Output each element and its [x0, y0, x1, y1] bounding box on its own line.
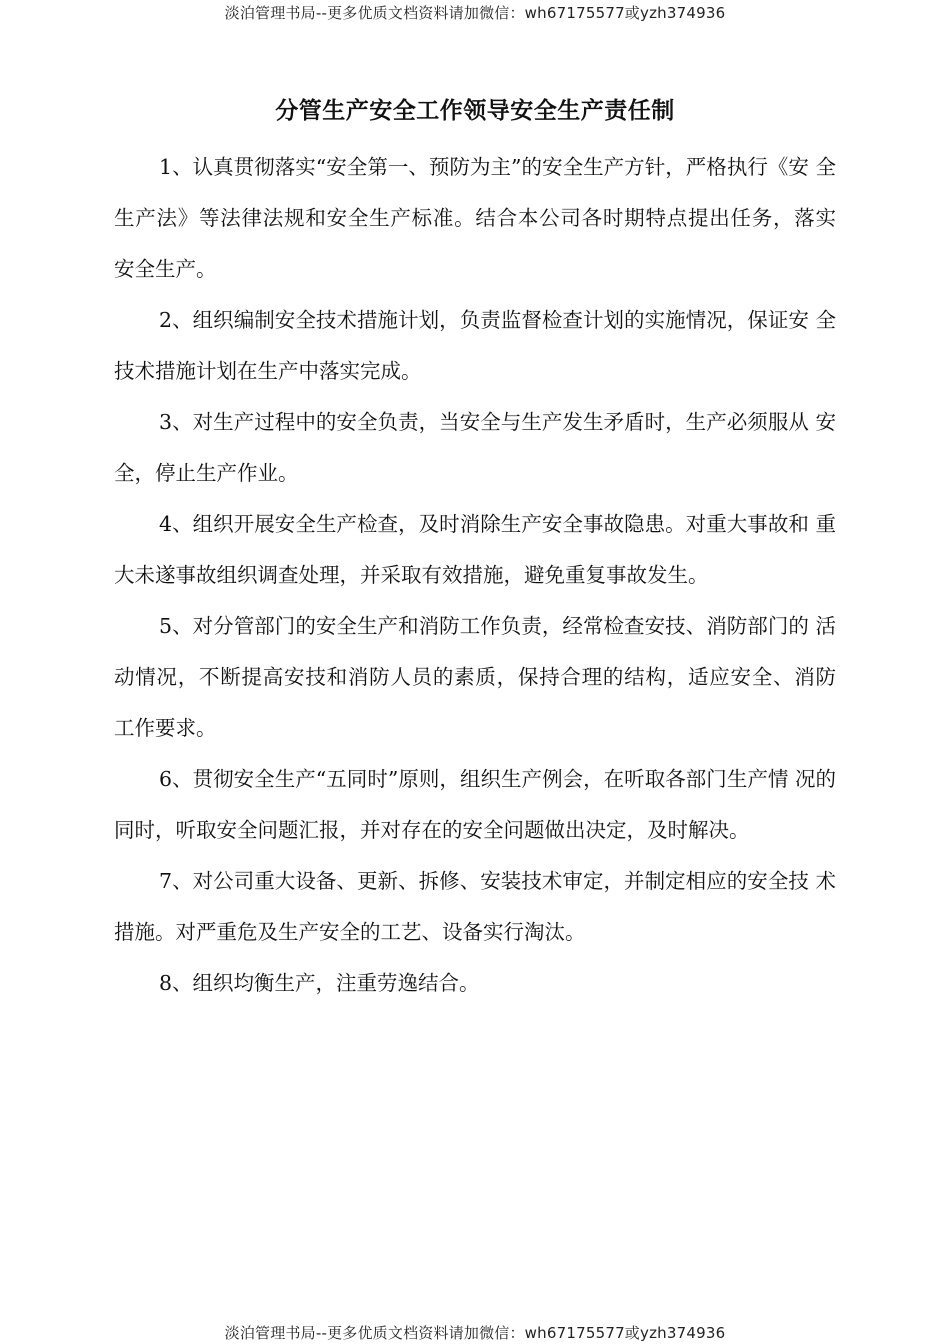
clause-7: 7、对公司重大设备、更新、拆修、安装技术审定，并制定相应的安全技 术措施。对严重危及生产安全的工艺、设备实行淘汰。 — [114, 869, 836, 944]
clause-5: 5、对分管部门的安全生产和消防工作负责，经常检查安技、消防部门的 活动情况，不断提高安技和消防人员的素质，保持合理的结构，适应安全、消防 工作要求。 — [114, 614, 836, 740]
clause-3: 3、对生产过程中的安全负责，当安全与生产发生矛盾时，生产必须服从 安全，停止生产作业。 — [114, 410, 836, 485]
document-body — [114, 142, 836, 1009]
clause-6: 6、贯彻安全生产“五同时”原则，组织生产例会，在听取各部门生产情 况的同时，听取安全问题汇报，并对存在的安全问题做出决定，及时解决。 — [114, 767, 836, 842]
clause-8: 8、组织均衡生产，注重劳逸结合。 — [159, 971, 480, 995]
clause-1: 1、认真贯彻落实“安全第一、预防为主”的安全生产方针，严格执行《安 全生产法》等法律法规和安全生产标准。结合本公司各时期特点提出任务，落实 安全生产。 — [114, 155, 836, 281]
clause-4: 4、组织开展安全生产检查，及时消除生产安全事故隐患。对重大事故和 重大未遂事故组织调查处理，并采取有效措施，避免重复事故发生。 — [114, 512, 836, 587]
page-header: 淡泊管理书局--更多优质文档资料请加微信：wh67175577或yzh374936 — [224, 4, 726, 22]
clause-2: 2、组织编制安全技术措施计划，负责监督检查计划的实施情况，保证安 全技术措施计划在生产中落实完成。 — [114, 308, 836, 383]
page-footer: 淡泊管理书局--更多优质文档资料请加微信：wh67175577或yzh374936 — [224, 1324, 726, 1342]
document-title: 分管生产安全工作领导安全生产责任制 — [275, 98, 675, 124]
